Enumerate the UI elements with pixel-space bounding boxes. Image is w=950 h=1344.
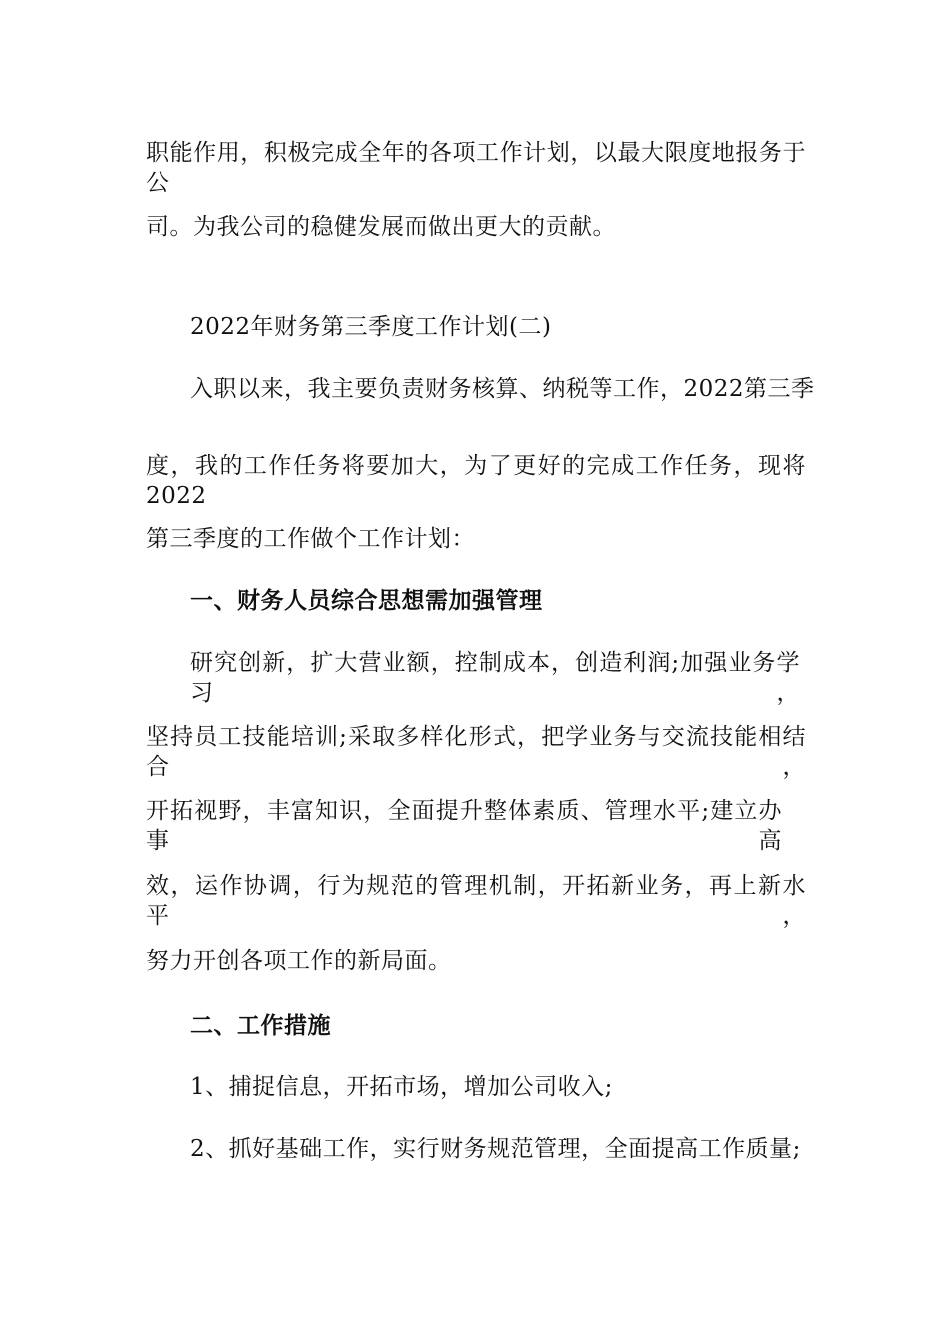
document-title: 2022年财务第三季度工作计划(二) bbox=[190, 314, 552, 340]
section1-line: 研究创新，扩大营业额，控制成本，创造利润;加强业务学习， bbox=[190, 650, 800, 706]
section-heading-2: 二、工作措施 bbox=[190, 1012, 331, 1039]
list-item: 1、捕捉信息，开拓市场，增加公司收入; bbox=[190, 1074, 613, 1100]
paragraph-line: 职能作用，积极完成全年的各项工作计划，以最大限度地报务于公 bbox=[146, 140, 806, 196]
paragraph-line: 司。为我公司的稳健发展而做出更大的贡献。 bbox=[146, 214, 616, 240]
section1-line: 效，运作协调，行为规范的管理机制，开拓新业务，再上新水平， bbox=[146, 873, 806, 929]
intro-line: 度，我的工作任务将要加大，为了更好的完成工作任务，现将2022 bbox=[146, 453, 806, 509]
section1-line: 开拓视野，丰富知识，全面提升整体素质、管理水平;建立办事高 bbox=[146, 798, 782, 854]
intro-line: 第三季度的工作做个工作计划： bbox=[146, 526, 475, 552]
list-item: 2、抓好基础工作，实行财务规范管理，全面提高工作质量; bbox=[190, 1136, 801, 1162]
intro-line: 入职以来，我主要负责财务核算、纳税等工作，2022第三季 bbox=[190, 376, 815, 402]
section-heading-1: 一、财务人员综合思想需加强管理 bbox=[190, 587, 543, 614]
section1-line: 坚持员工技能培训;采取多样化形式，把学业务与交流技能相结合， bbox=[146, 724, 806, 780]
section1-line: 努力开创各项工作的新局面。 bbox=[146, 948, 452, 974]
